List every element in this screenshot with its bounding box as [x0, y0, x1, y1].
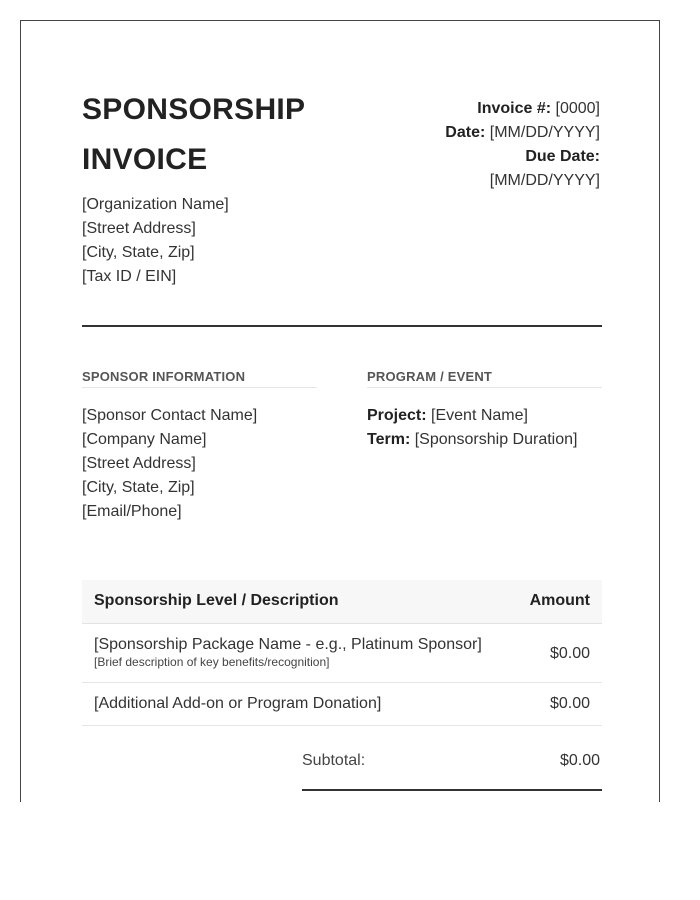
table-row — [82, 683, 602, 726]
invoice-page — [20, 20, 660, 802]
due-date-value: [MM/DD/YYYY] — [489, 172, 600, 189]
due-date-value-line — [445, 169, 600, 193]
line-items-table — [82, 580, 602, 726]
line-item-amount: $0.00 — [549, 645, 590, 662]
organization-tax-id: [Tax ID / EIN] — [82, 268, 177, 285]
table-header — [82, 580, 602, 624]
due-date-line — [445, 145, 600, 169]
subtotal-label: Subtotal: — [302, 752, 366, 769]
due-date-label: Due Date: — [525, 148, 600, 165]
sponsor-email-phone: [Email/Phone] — [82, 503, 182, 520]
subtotal-value: $0.00 — [559, 752, 600, 769]
invoice-title — [82, 85, 305, 185]
invoice-date-value: [MM/DD/YYYY] — [489, 124, 600, 141]
invoice-number-line — [445, 97, 600, 121]
line-item-name: [Additional Add-on or Program Donation] — [94, 695, 382, 712]
sponsor-info-heading: SPONSOR INFORMATION — [82, 369, 317, 388]
organization-city: [City, State, Zip] — [82, 244, 195, 261]
program-project-label: Project: — [367, 407, 427, 424]
line-item-name: [Sponsorship Package Name - e.g., Platinum Sponsor] — [94, 636, 482, 653]
column-header-description: Sponsorship Level / Description — [94, 592, 339, 609]
invoice-number-label: Invoice #: — [477, 100, 552, 117]
program-event-block — [367, 404, 577, 452]
sponsor-street: [Street Address] — [82, 455, 196, 472]
invoice-date-label: Date: — [445, 124, 486, 141]
invoice-title-line1: SPONSORSHIP — [82, 93, 306, 126]
program-term-line — [367, 428, 577, 452]
invoice-title-line2: INVOICE — [82, 143, 208, 176]
program-project-value: [Event Name] — [431, 407, 528, 424]
invoice-date-line — [445, 121, 600, 145]
header-divider — [82, 325, 602, 327]
sponsor-info-block — [82, 404, 257, 524]
invoice-number-value: [0000] — [555, 100, 600, 117]
column-header-amount: Amount — [529, 592, 590, 609]
sponsor-company: [Company Name] — [82, 431, 207, 448]
program-term-value: [Sponsorship Duration] — [414, 431, 578, 448]
organization-block — [82, 193, 229, 289]
invoice-meta — [445, 97, 600, 193]
line-item-description: [Brief description of key benefits/recognition] — [94, 655, 330, 669]
organization-name: [Organization Name] — [82, 196, 229, 213]
program-event-heading: PROGRAM / EVENT — [367, 369, 602, 388]
subtotal-divider — [302, 789, 602, 791]
program-term-label: Term: — [367, 431, 411, 448]
table-row — [82, 624, 602, 683]
program-project-line — [367, 404, 577, 428]
line-item-amount: $0.00 — [549, 695, 590, 712]
sponsor-contact: [Sponsor Contact Name] — [82, 407, 258, 424]
organization-street: [Street Address] — [82, 220, 196, 237]
sponsor-city: [City, State, Zip] — [82, 479, 195, 496]
